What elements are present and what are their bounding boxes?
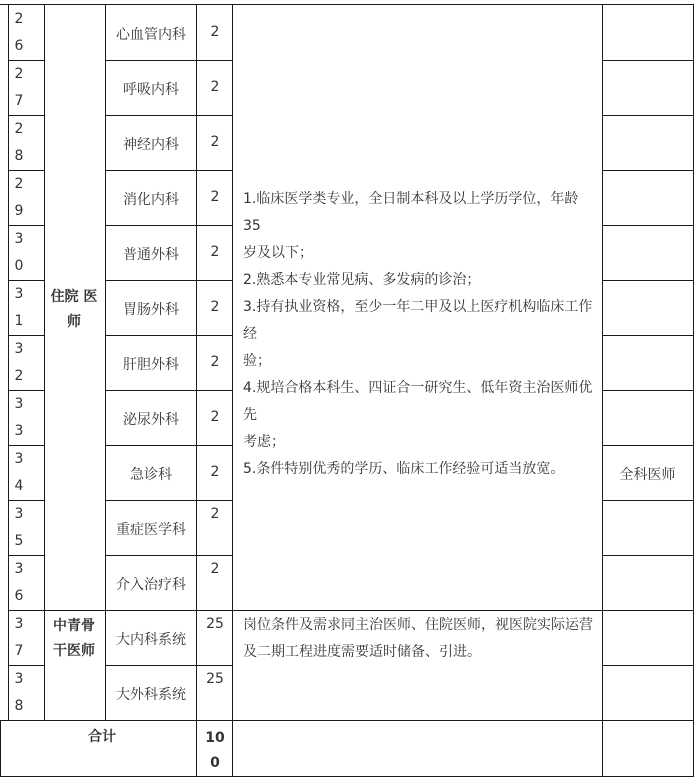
grid-line (602, 555, 694, 556)
remark-general-practitioner: 全科医师 (619, 467, 676, 483)
row-number: 3 2 (14, 341, 24, 384)
grid-line (105, 170, 232, 171)
row-number: 3 4 (14, 451, 24, 494)
headcount: 2 (210, 134, 220, 150)
grid-line (602, 500, 694, 501)
grid-line (105, 335, 232, 336)
headcount: 2 (210, 561, 220, 577)
headcount: 25 (206, 616, 224, 632)
grid-line (105, 445, 232, 446)
grid-line (105, 280, 232, 281)
row-number: 3 5 (14, 506, 24, 549)
grid-line (232, 4, 233, 777)
grid-line (105, 115, 232, 116)
headcount: 2 (210, 24, 220, 40)
row-number: 2 8 (14, 121, 24, 164)
department-name: 呼吸内科 (123, 82, 179, 98)
grid-line (602, 390, 694, 391)
grid-line (602, 60, 694, 61)
grid-line (105, 500, 232, 501)
row-number: 3 1 (14, 286, 24, 329)
grid-line (0, 720, 694, 721)
grid-line (602, 115, 694, 116)
department-name: 消化内科 (123, 192, 179, 208)
department-name: 神经内科 (123, 137, 179, 153)
headcount: 2 (210, 299, 220, 315)
grid-line (602, 225, 694, 226)
department-name: 普通外科 (123, 247, 179, 263)
department-name: 心血管内科 (116, 27, 186, 43)
row-number: 2 6 (14, 11, 24, 54)
grid-line (105, 555, 232, 556)
department-name: 胃肠外科 (123, 302, 179, 318)
requirements-resident: 1.临床医学类专业，全日制本科及以上学历学位，年龄35 岁及以下； 2.熟悉本专业常见病、多发病的诊治； 3.持有执业资格，至少一年二甲及以上医疗机构临床工作经 验； 4.规培合格本科生、四证合一研究生、低年资主治医师优先 考虑； 5.条件特别优秀的学历、临床工作经验可适当放宽。 (243, 191, 593, 477)
grid-line (8, 610, 694, 611)
grid-line (105, 665, 232, 666)
grid-line (0, 720, 1, 777)
row-number: 3 6 (14, 561, 24, 604)
department-name: 急诊科 (130, 467, 172, 483)
headcount: 2 (210, 244, 220, 260)
headcount: 2 (210, 79, 220, 95)
category-resident: 住院 医 师 (50, 289, 98, 330)
total-count: 10 0 (205, 730, 225, 771)
grid-line (105, 60, 232, 61)
grid-line (602, 445, 694, 446)
row-number: 3 8 (14, 671, 24, 714)
row-number: 3 7 (14, 616, 24, 659)
row-number: 2 9 (14, 176, 24, 219)
department-name: 泌尿外科 (123, 412, 179, 428)
headcount: 2 (210, 506, 220, 522)
requirements-backbone: 岗位条件及需求同主治医师、住院医师，视医院实际运营 及二期工程进度需要适时储备、引进。 (243, 617, 593, 660)
row-number: 2 7 (14, 66, 24, 109)
department-name: 介入治疗科 (116, 577, 186, 593)
grid-line (105, 390, 232, 391)
headcount: 2 (210, 354, 220, 370)
grid-line (0, 776, 694, 777)
department-name: 肝胆外科 (123, 357, 179, 373)
row-number: 3 3 (14, 396, 24, 439)
grid-line (602, 280, 694, 281)
department-name: 重症医学科 (116, 522, 186, 538)
headcount: 2 (210, 409, 220, 425)
grid-line (602, 170, 694, 171)
category-backbone: 中青骨 干医师 (53, 618, 95, 659)
grid-line (602, 335, 694, 336)
grid-line (602, 665, 694, 666)
headcount: 2 (210, 189, 220, 205)
total-label: 合计 (88, 729, 116, 745)
grid-line (196, 4, 197, 777)
row-number: 3 0 (14, 231, 24, 274)
department-name: 大内科系统 (116, 632, 186, 648)
grid-line (105, 225, 232, 226)
headcount: 25 (206, 671, 224, 687)
department-name: 大外科系统 (116, 687, 186, 703)
headcount: 2 (210, 464, 220, 480)
grid-line (44, 4, 45, 720)
grid-line (602, 4, 603, 777)
